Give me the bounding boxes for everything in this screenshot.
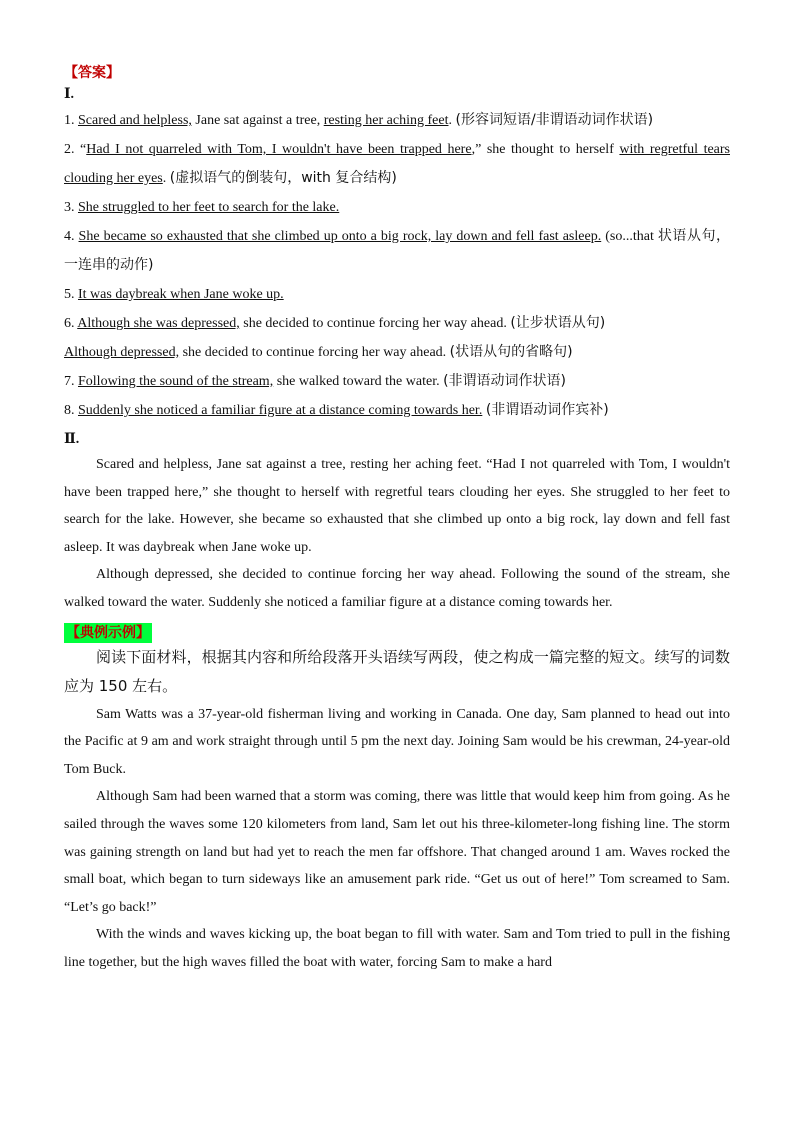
answer-item-number: 1. [64,113,78,128]
grammar-note: (非谓语动词作状语) [443,373,567,389]
answer-item-number: 5. [64,287,78,302]
grammar-note: (形容词短语/非谓语动词作状语) [455,112,654,128]
underlined-phrase: resting her aching feet [323,113,449,128]
underlined-phrase: She became so exhausted that she climbed up onto a big rock, lay down and fell fast asleep. [78,229,602,244]
document-content [64,62,730,977]
answer-item-number: 3. [64,200,78,215]
answer-item [64,193,730,222]
answer-item [64,309,730,338]
answer-text: she decided to continue forcing her way ahead. [239,316,511,331]
underlined-phrase: Although depressed, [64,345,180,360]
answer-item [64,280,730,309]
answer-item [64,135,730,193]
part-two-numeral: Ⅱ. [64,432,80,447]
answer-heading: 【答案】 [64,65,120,81]
example-heading-row [64,623,730,643]
underlined-phrase: with regretful tears clouding her eyes [64,142,730,186]
grammar-note: (状语从句的省略句) [449,344,573,360]
grammar-note: (非谓语动词作宾补) [485,402,609,418]
underlined-phrase: Scared and helpless, [78,113,192,128]
answer-item [64,338,730,367]
example-paragraph-2: Although Sam had been warned that a storm was coming, there was little that would keep him from going. As he sailed through the waves some 120 kilometers from land, Sam let out his three-kilometer-long fishing line. The storm was gaining strength on land but had yet to reach the men far offshore. That changed around 1 am. Waves rocked the small boat, which began to turn sideways like an amusement park ride. “Get us out of here!” Tom screamed to Sam. “Let’s go back!” [64,789,730,915]
grammar-note: (虚拟语气的倒装句，with 复合结构) [169,170,397,186]
answer-text: . [162,171,170,186]
answer-list [64,106,730,425]
answer-text: ,” she thought to herself [471,142,620,157]
underlined-phrase: Suddenly she noticed a familiar figure at a distance coming towards her. [78,403,483,418]
answer-item-number: 7. [64,374,78,389]
answer-text: she walked toward the water. [273,374,444,389]
grammar-note: (让步状语从句) [510,315,606,331]
answer-item-number: 6. [64,316,78,331]
underlined-phrase: She struggled to her feet to search for the lake. [78,200,340,215]
answer-item [64,106,730,135]
answer-item [64,396,730,425]
example-heading: 【典例示例】 [66,624,150,641]
answer-item-number: 4. [64,229,79,244]
grammar-note: 状语从句，一连串的动作) [64,228,731,273]
underlined-phrase: Although she was depressed, [77,316,240,331]
answer-item-number: 2. [64,142,81,157]
example-paragraph-1: Sam Watts was a 37-year-old fisherman living and working in Canada. One day, Sam planned to head out into the Pacific at 9 am and work straight through until 5 pm the next day. Joining Sam would be his crewman, 24-year-old Tom Buck. [64,706,730,777]
answer-item-number: 8. [64,403,78,418]
underlined-phrase: Had I not quarreled with Tom, I wouldn't have been trapped here [86,142,472,157]
underlined-phrase: Following the sound of the stream, [78,374,274,389]
part-one-numeral: Ⅰ. [64,87,75,102]
answer-text: . [448,113,456,128]
answer-text: “ [80,142,87,157]
answer-item [64,367,730,396]
story-paragraph-2: Although depressed, she decided to continue forcing her way ahead. Following the sound of the stream, she walked toward the water. Suddenly she noticed a familiar figure at a distance coming towards her. [64,567,730,610]
underlined-phrase: It was daybreak when Jane woke up. [78,287,284,302]
example-paragraph-3: With the winds and waves kicking up, the boat began to fill with water. Sam and Tom tried to pull in the fishing line together, but the high waves filled the boat with water, forcing Sam to make a hard [64,927,730,970]
answer-text: she decided to continue forcing her way ahead. [179,345,450,360]
answer-text: Jane sat against a tree, [191,113,324,128]
answer-item [64,222,730,280]
example-instruction: 阅读下面材料，根据其内容和所给段落开头语续写两段，使之构成一篇完整的短文。续写的词数应为 150 左右。 [64,647,730,695]
answer-text: (so...that [601,229,658,244]
story-paragraph-1: Scared and helpless, Jane sat against a tree, resting her aching feet. “Had I not quarreled with Tom, I wouldn't have been trapped here,” she thought to herself with regretful tears clouding her eyes. She struggled to her feet to search for the lake. However, she became so exhausted that she climbed up onto a big rock, lay down and fell fast asleep. It was daybreak when Jane woke up. [64,457,730,555]
